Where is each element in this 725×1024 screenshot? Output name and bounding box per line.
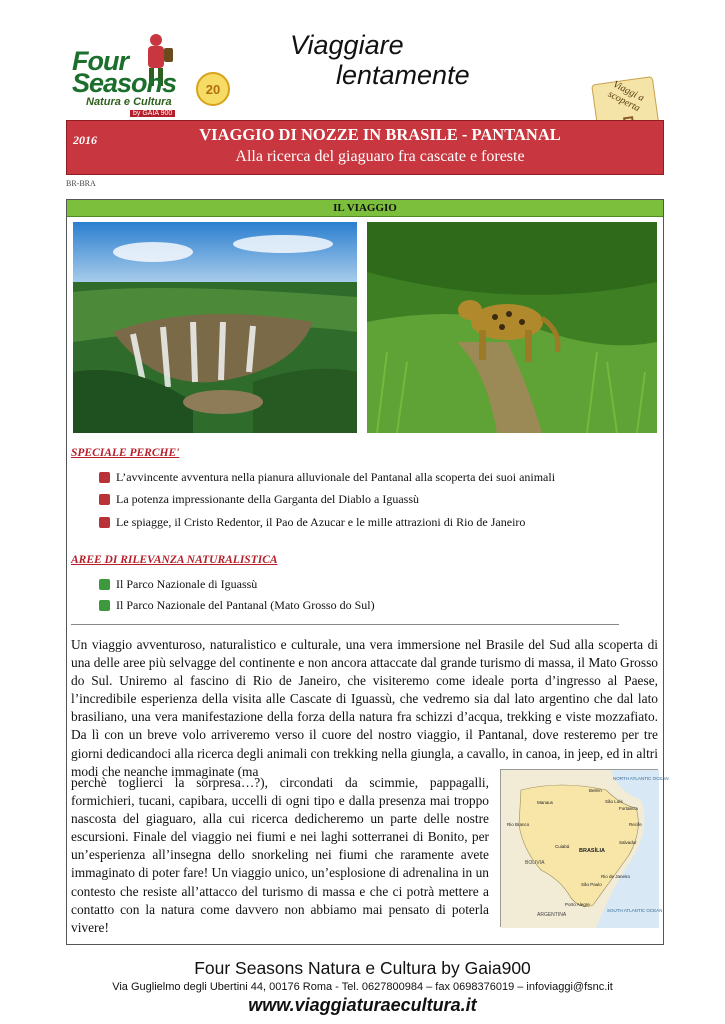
map-manaus: Manaus (537, 800, 554, 805)
leaf-bullet-icon (99, 600, 110, 611)
leaf-bullet-icon (99, 494, 110, 505)
leaf-bullet-icon (99, 517, 110, 528)
trip-subtitle: Alla ricerca del giaguaro fra cascate e foreste (235, 148, 525, 165)
title-banner (66, 120, 664, 175)
content-box (66, 199, 669, 945)
badge-text: Viaggi a scoperta (606, 78, 646, 115)
map-salvador: Salvador (619, 840, 637, 845)
map-argentina: ARGENTINA (537, 912, 567, 918)
map-recife: Recife (629, 822, 642, 827)
trip-year: 2016 (73, 133, 97, 147)
map-brasilia: BRASÍLIA (579, 848, 605, 854)
trip-title: VIAGGIO DI NOZZE IN BRASILE - PANTANAL (199, 125, 561, 144)
map-sao-paulo: São Paulo (581, 882, 602, 887)
aree-item (99, 598, 375, 613)
body-paragraph-1: Un viaggio avventuroso, naturalistico e culturale, una vera immersione nel Brasile del Sud alla scoperta di una delle aree più selvagge del continente e non ancora attaccate dal grande turismo di massa, il Mato Grosso do Sul. Uniremo al fascino di Rio de Janeiro, che visiteremo come ideale porta d’ingresso al Paese, l’incredibile esperienza della visita alle Cascate di Iguassù, che vedremo sia dal lato argentino che dal lato brasiliano, una vera manifestazione della forza della natura fra schizzi d’acqua, trekking e viste mozzafiato. Da lì con un breve volo arriveremo verso il cuore del nostro viaggio, il Pantanal, dove resteremo per tre giorni dedicandoci alla ricerca degli animali con trekking nella giungla, a cavallo, in canoa, in jeep, ed in altri modi che neanche immaginate (ma (71, 637, 658, 779)
footer-company: Four Seasons Natura e Cultura by Gaia900 (194, 958, 531, 978)
map-bolivia: BOLIVIA (525, 860, 545, 866)
aree-heading: AREE DI RILEVANZA NATURALISTICA (71, 554, 278, 566)
aree-item-text: Il Parco Nazionale di Iguassù (116, 577, 258, 591)
speciale-item (99, 492, 419, 507)
map-rio-branco: Rio Branco (507, 822, 530, 827)
map-cuiaba: Cuiabá (555, 844, 570, 849)
jaguar-photo (367, 222, 657, 433)
header-title (290, 30, 470, 90)
speciale-item (99, 515, 525, 530)
map-sao-luis: São Luís (605, 799, 623, 804)
header-title-line2: lentamente (336, 60, 470, 90)
speciale-item-text: Le spiagge, il Cristo Redentor, il Pao de Azucar e le mille attrazioni di Rio de Janeiro (116, 515, 526, 529)
aree-item-text: Il Parco Nazionale del Pantanal (Mato Grosso do Sul) (116, 598, 375, 612)
logo-tagline: Natura e Cultura (86, 96, 172, 108)
footer-website[interactable]: www.viaggiaturaecultura.it (248, 995, 477, 1015)
map-porto-alegre: Porto Alegre (565, 902, 590, 907)
map-belem: Belém (589, 788, 602, 793)
section-heading: IL VIAGGIO (67, 200, 663, 217)
map-ocean-n: NORTH ATLANTIC OCEAN (613, 776, 669, 781)
header-title-line1: Viaggiare (290, 30, 404, 60)
leaf-bullet-icon (99, 579, 110, 590)
body-paragraph-2: perchè toglierci la sorpresa…?), circondati da scimmie, pappagalli, formichieri, tucani, capibara, uccelli di ogni tipo e dalla presenza mai troppo nascosta del giaguaro, alla cui ricerca dedicheremo un parte delle nostre escursioni. Finale del viaggio nei fiumi e nei laghi sotterranei di Bonito, per un’esperienza all’insegna dello snorkeling nei fiumi che raramente avete immaginato di poter fare! Un viaggio unico, un’esplosione di adrenalina in un contesto che resiste all’attacco del turismo di massa e che ci potrà mettere a contatto con la natura come davvero non abbiamo mai pensato di poterla vivere! (71, 775, 489, 935)
speciale-item (99, 470, 555, 485)
divider (71, 624, 619, 625)
trip-code: BR-BRA (66, 179, 96, 188)
iguassu-falls-photo (73, 222, 357, 433)
logo-by: by GAIA 900 (130, 110, 175, 117)
anniversary-seal: 20 (196, 72, 230, 106)
speciale-item-text: La potenza impressionante della Garganta del Diablo a Iguassù (116, 492, 420, 506)
footer-address: Via Guglielmo degli Ubertini 44, 00176 Roma - Tel. 0627800984 – fax 0698376019 – infoviaggi@fsnc.it (112, 981, 613, 993)
map-fortaleza: Fortaleza (619, 806, 638, 811)
speciale-heading: SPECIALE PERCHE' (71, 447, 180, 459)
speciale-item-text: L’avvincente avventura nella pianura alluvionale del Pantanal alla scoperta dei suoi animali (116, 470, 556, 484)
map-ocean-s: SOUTH ATLANTIC OCEAN (607, 908, 663, 913)
brazil-map (500, 769, 669, 927)
logo-brand: Four Seasons (72, 46, 177, 98)
aree-item (99, 577, 257, 592)
map-rio: Rio de Janeiro (601, 874, 631, 879)
leaf-bullet-icon (99, 472, 110, 483)
